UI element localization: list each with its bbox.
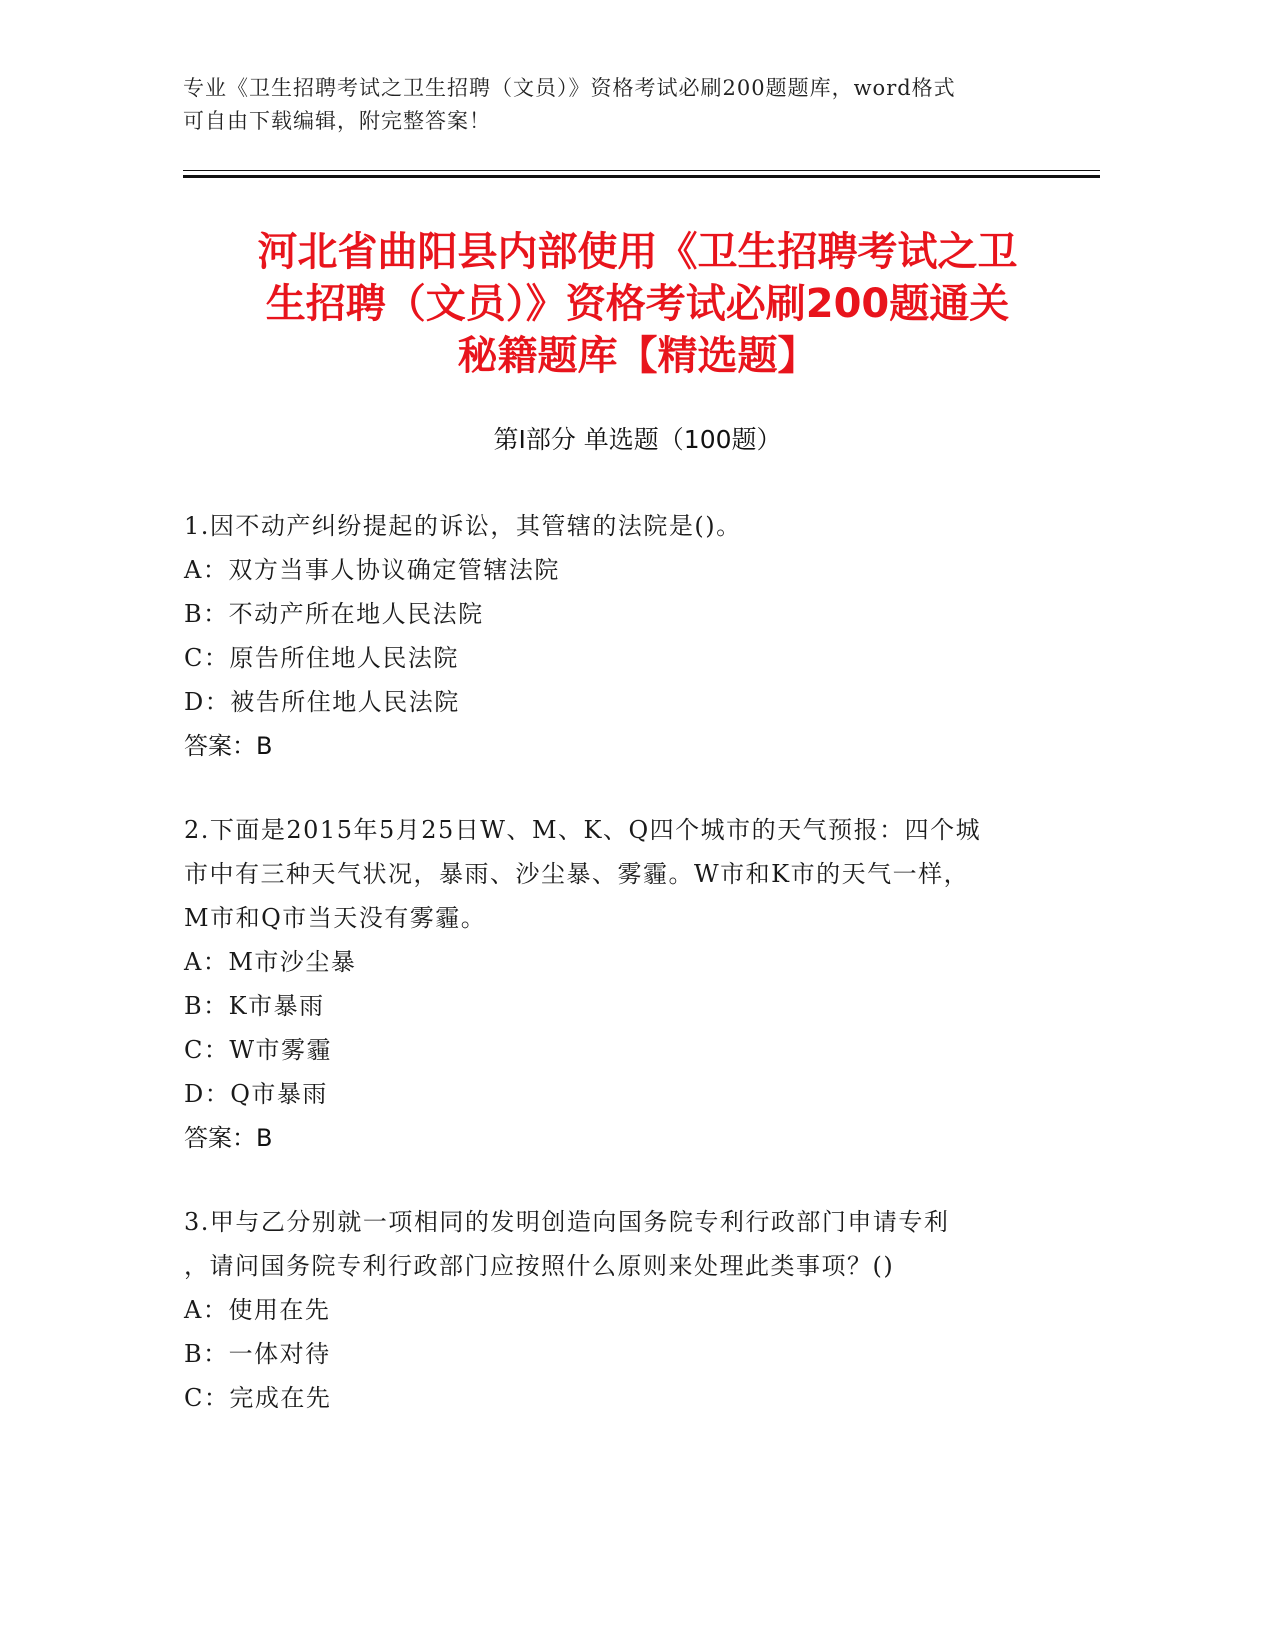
option-b: B：K市暴雨 (184, 992, 325, 1020)
option-d: D：被告所住地人民法院 (184, 688, 460, 716)
option-b: B：不动产所在地人民法院 (184, 600, 484, 628)
question-2 (184, 808, 1064, 1160)
question-3 (184, 1200, 1064, 1420)
answer: 答案：B (184, 732, 273, 760)
question-stem-line-2: 市中有三种天气状况，暴雨、沙尘暴、雾霾。W市和K市的天气一样， (184, 860, 970, 888)
answer: 答案：B (184, 1124, 273, 1152)
option-c: C：原告所住地人民法院 (184, 644, 459, 672)
header-divider-thin (183, 170, 1100, 171)
option-d: D：Q市暴雨 (184, 1080, 328, 1108)
question-stem-line-3: M市和Q市当天没有雾霾。 (184, 904, 487, 932)
title-line-1: 河北省曲阳县内部使用《卫生招聘考试之卫 (257, 229, 1018, 275)
question-stem-line-1: 2.下面是2015年5月25日W、M、K、Q四个城市的天气预报：四个城 (184, 816, 982, 844)
header-note-line-2: 可自由下载编辑，附完整答案！ (183, 109, 491, 133)
question-stem: 1.因不动产纠纷提起的诉讼，其管辖的法院是()。 (184, 512, 742, 540)
header-note (183, 72, 1063, 138)
option-a: A：使用在先 (184, 1296, 331, 1324)
header-divider-thick (183, 175, 1100, 178)
question-stem-line-2: ，请问国务院专利行政部门应按照什么原则来处理此类事项？() (184, 1252, 895, 1280)
question-1 (184, 504, 1064, 768)
title-line-2: 生招聘（文员）》资格考试必刷200题通关 (265, 281, 1010, 327)
option-b: B：一体对待 (184, 1340, 331, 1368)
option-a: A：M市沙尘暴 (184, 948, 357, 976)
header-note-line-1: 专业《卫生招聘考试之卫生招聘（文员）》资格考试必刷200题题库，word格式 (183, 76, 956, 100)
option-c: C：完成在先 (184, 1384, 332, 1412)
option-a: A：双方当事人协议确定管辖法院 (184, 556, 560, 584)
section-title: 第Ⅰ部分 单选题（100题） (493, 425, 782, 454)
title-line-3: 秘籍题库【精选题】 (457, 333, 818, 379)
option-c: C：W市雾霾 (184, 1036, 333, 1064)
document-title (150, 226, 1125, 382)
question-stem-line-1: 3.甲与乙分别就一项相同的发明创造向国务院专利行政部门申请专利 (184, 1208, 950, 1236)
